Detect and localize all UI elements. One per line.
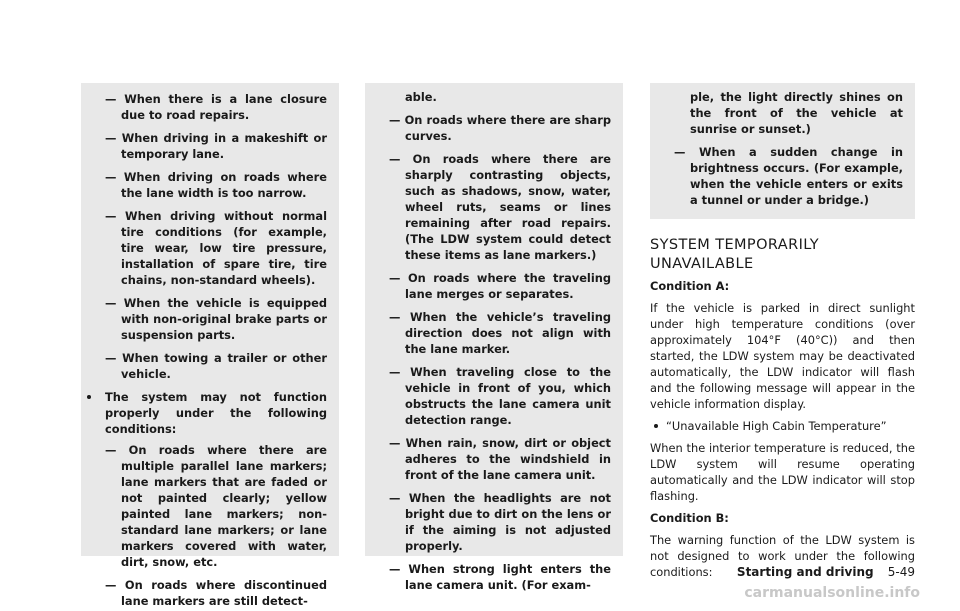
condition-b-label: Condition B: bbox=[650, 511, 729, 525]
list-item: — On roads where the traveling lane merges or separates. bbox=[389, 271, 611, 301]
column-2-panel bbox=[365, 83, 623, 592]
list-item: — On roads where there are sharp curves. bbox=[389, 113, 611, 143]
list-item: — When the vehicle is equipped with non-original brake parts or suspension parts. bbox=[105, 296, 327, 342]
message-text: “Unavailable High Cabin Temperature” bbox=[666, 419, 887, 433]
page-number: 5-49 bbox=[887, 565, 915, 579]
list-item: — On roads where there are sharply contrasting objects, such as shadows, snow, water, wheel ruts, seams or lines remaining after road repairs. (The LDW system could detect these items as lane markers.) bbox=[389, 152, 611, 262]
bullet-dot-icon bbox=[87, 395, 91, 399]
bullet-dot-icon bbox=[654, 424, 658, 428]
list-item: — When the headlights are not bright due to dirt on the lens or if the aiming is not adjusted properly. bbox=[389, 491, 611, 553]
list-item: — On roads where there are multiple parallel lane markers; lane markers that are faded or not painted clearly; yellow painted lane markers; non-standard lane markers; or lane markers covered with water, dirt, snow, etc. bbox=[105, 443, 327, 569]
footer-section-name: Starting and driving bbox=[736, 565, 874, 579]
list-item: — When rain, snow, dirt or object adheres to the windshield in front of the lane camera unit. bbox=[389, 436, 611, 482]
list-item: — When driving in a makeshift or temporary lane. bbox=[105, 131, 327, 161]
resume-text: When the interior temperature is reduced, the LDW system will resume operating automatically and the LDW indicator will stop flashing. bbox=[650, 441, 915, 503]
condition-a-text: If the vehicle is parked in direct sunlight under high temperature conditions (over approximately 104°F (40°C)) and then started, the LDW system may be deactivated automatically, the LDW indicator will flash and the following message will appear in the vehicle information display. bbox=[650, 301, 915, 411]
list-item: — When driving without normal tire conditions (for example, tire wear, low tire pressure, installation of spare tire, tire chains, non-standard wheels). bbox=[105, 209, 327, 287]
bullet-text: The system may not function properly under the following conditions: bbox=[105, 390, 327, 436]
column-3-panel bbox=[650, 83, 915, 219]
condition-b-text: The warning function of the LDW system is not designed to work under the following conditions: bbox=[650, 533, 915, 579]
section-heading: SYSTEM TEMPORARILY UNAVAILABLE bbox=[650, 237, 820, 272]
list-item: — When towing a trailer or other vehicle. bbox=[105, 351, 327, 381]
system-unavailable-section bbox=[650, 236, 915, 586]
column-1-panel bbox=[81, 83, 339, 608]
list-item: — When strong light enters the lane camera unit. (For exam- bbox=[389, 562, 611, 592]
list-item: — When there is a lane closure due to road repairs. bbox=[105, 92, 327, 122]
list-item: — When traveling close to the vehicle in front of you, which obstructs the lane camera unit detection range. bbox=[389, 365, 611, 427]
watermark: carmanualsonline.info bbox=[744, 585, 920, 601]
continuation-text: ple, the light directly shines on the front of the vehicle at sunrise or sunset.) bbox=[690, 90, 903, 136]
list-item: — When driving on roads where the lane width is too narrow. bbox=[105, 170, 327, 200]
list-item: — On roads where discontinued lane markers are still detect- bbox=[105, 578, 327, 608]
list-item: — When the vehicle’s traveling direction does not align with the lane marker. bbox=[389, 310, 611, 356]
message-item bbox=[650, 418, 915, 434]
page-footer bbox=[700, 565, 915, 579]
condition-a-label: Condition A: bbox=[650, 279, 730, 293]
list-item: — When a sudden change in brightness occurs. (For example, when the vehicle enters or exits a tunnel or under a bridge.) bbox=[674, 145, 903, 207]
continuation-text: able. bbox=[405, 90, 437, 104]
bullet-item bbox=[93, 389, 327, 437]
